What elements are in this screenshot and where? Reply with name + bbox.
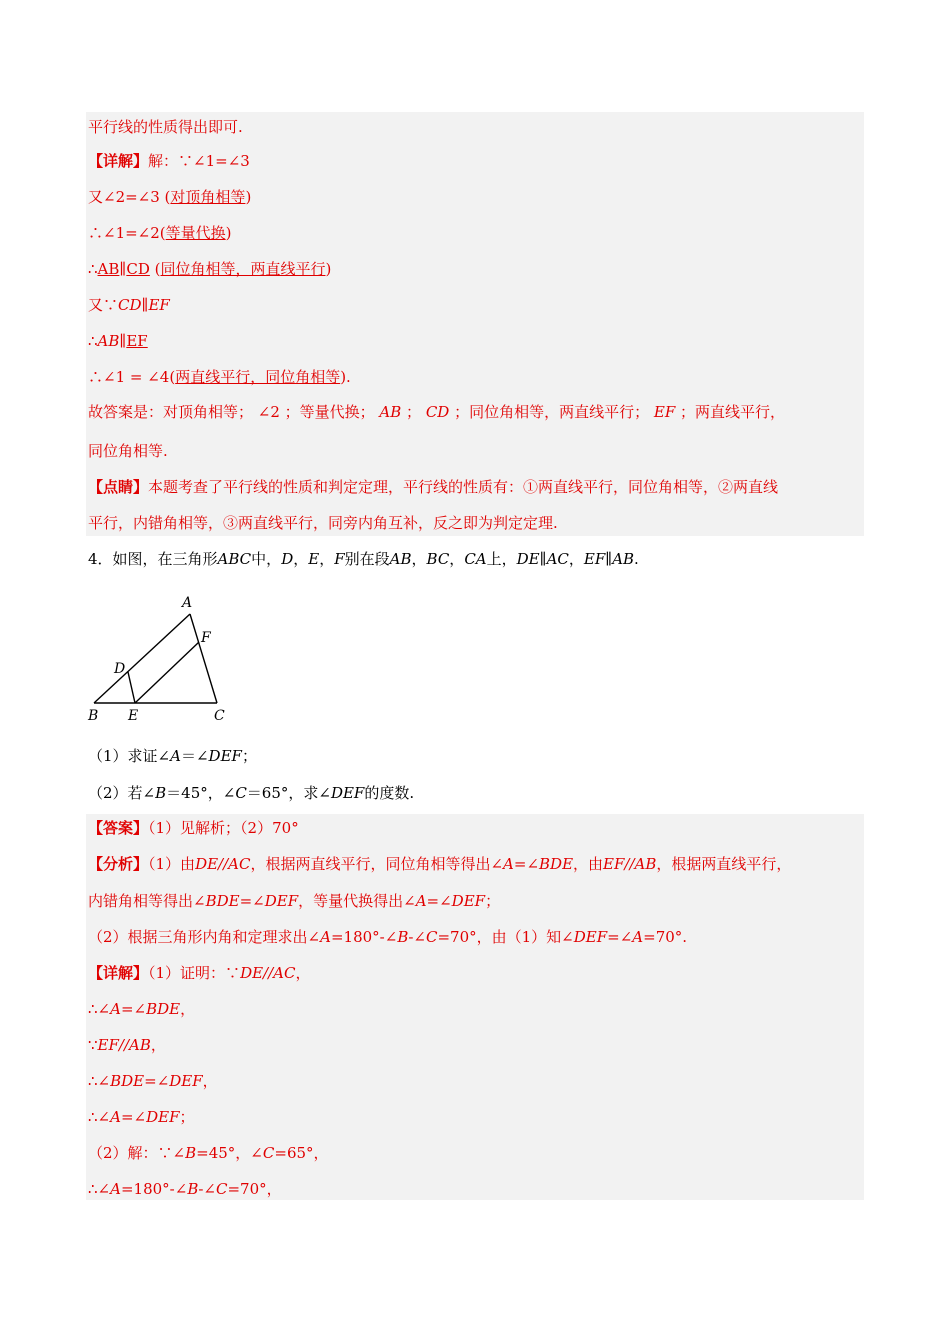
text-run: B bbox=[185, 1144, 197, 1162]
text-run: A bbox=[320, 928, 331, 946]
text-run: 本题考查了平行线的性质和判定定理，平行线的性质有：①两直线平行，同位角相等，②两直线 bbox=[148, 478, 779, 496]
text-run: ). bbox=[340, 368, 351, 386]
label-a: A bbox=[182, 595, 193, 611]
block1-line bbox=[88, 151, 250, 171]
text-run: A bbox=[110, 1000, 121, 1018]
text-run: ； bbox=[179, 1108, 195, 1126]
text-run: 中， bbox=[251, 550, 282, 568]
text-run: （1）见解析；（2）70° bbox=[148, 819, 299, 837]
text-run: ， bbox=[180, 1000, 196, 1018]
text-run: ∴∠ bbox=[88, 1180, 111, 1198]
text-run: A bbox=[110, 1108, 121, 1126]
text-run: =∠ bbox=[513, 855, 540, 873]
text-run: AB bbox=[97, 260, 120, 278]
text-run: DEF bbox=[573, 928, 608, 946]
text-run: C bbox=[215, 1180, 228, 1198]
text-run: DEF bbox=[264, 892, 299, 910]
block2-line bbox=[88, 999, 195, 1019]
text-run: F bbox=[334, 550, 345, 568]
text-run: 解：∵∠1=∠3 bbox=[148, 152, 250, 170]
text-run: AC bbox=[546, 550, 569, 568]
text-run: =∠ bbox=[120, 1108, 147, 1126]
text-run: C bbox=[235, 784, 247, 802]
text-run: ∵ bbox=[88, 1036, 98, 1054]
text-run: ；两直线平行， bbox=[675, 403, 786, 421]
block1-line bbox=[88, 477, 778, 497]
text-run: CA bbox=[464, 550, 487, 568]
text-run: 故答案是：对顶角相等； ∠2 ；等量代换； bbox=[88, 403, 380, 421]
label-f: F bbox=[201, 630, 211, 646]
block1-line bbox=[88, 331, 148, 351]
text-run: 【点睛】 bbox=[88, 478, 149, 496]
text-run: C bbox=[262, 1144, 275, 1162]
text-run: 两直线平行，同位角相等 bbox=[175, 368, 341, 386]
text-run: A bbox=[110, 1180, 121, 1198]
text-run: =∠ bbox=[120, 1000, 147, 1018]
text-run: EF bbox=[126, 332, 148, 350]
segment-ab bbox=[94, 614, 190, 703]
block2-line bbox=[88, 818, 299, 838]
text-run: CD bbox=[126, 260, 150, 278]
text-run: =∠ bbox=[239, 892, 265, 910]
block1-line bbox=[88, 223, 232, 243]
text-run: ∴∠1 = ∠4( bbox=[88, 368, 176, 386]
text-run: ∴ bbox=[88, 260, 98, 278]
text-run: ＝45°，∠ bbox=[166, 784, 236, 802]
block2-line bbox=[88, 891, 500, 911]
text-run: ∥ bbox=[119, 260, 127, 278]
text-run: ＝65°，求∠ bbox=[246, 784, 331, 802]
text-run: AB bbox=[97, 332, 120, 350]
block2-line bbox=[88, 1143, 329, 1163]
text-run: ； bbox=[401, 403, 426, 421]
text-run: B bbox=[187, 1180, 199, 1198]
text-run: D bbox=[281, 550, 294, 568]
text-run: A bbox=[632, 928, 644, 946]
text-run: DE bbox=[516, 550, 540, 568]
label-c: C bbox=[214, 708, 225, 724]
text-run: ，等量代换得出∠ bbox=[298, 892, 416, 910]
segment-de bbox=[128, 672, 135, 703]
text-run: ) bbox=[325, 260, 332, 278]
text-run: E bbox=[308, 550, 320, 568]
text-run: （2）若∠ bbox=[88, 784, 156, 802]
text-run: AB bbox=[389, 550, 412, 568]
text-run: A bbox=[415, 892, 427, 910]
label-d: D bbox=[114, 661, 126, 677]
text-run: =∠ bbox=[426, 892, 452, 910]
text-run: BDE bbox=[205, 892, 240, 910]
triangle-figure bbox=[86, 592, 246, 727]
text-run: =70°， bbox=[227, 1180, 282, 1198]
text-run: ， bbox=[319, 550, 335, 568]
question-line bbox=[88, 549, 639, 569]
text-run: 平行，内错角相等，③两直线平行，同旁内角互补，反之即为判定定理. bbox=[88, 514, 558, 532]
text-run: 又∵ bbox=[88, 296, 119, 314]
text-run: ， bbox=[449, 550, 465, 568]
segment-ca bbox=[190, 614, 217, 703]
text-run: DEF bbox=[146, 1108, 180, 1126]
text-run: DE//AC bbox=[195, 855, 251, 873]
text-run: EF//AB bbox=[603, 855, 657, 873]
text-run: EF//AB bbox=[97, 1036, 151, 1054]
text-run: A bbox=[503, 855, 514, 873]
text-run: =70°. bbox=[643, 928, 688, 946]
text-run: ， bbox=[568, 550, 584, 568]
label-e: E bbox=[128, 708, 139, 724]
text-run: 【分析】 bbox=[88, 855, 149, 873]
text-run: -∠ bbox=[198, 1180, 216, 1198]
block2-line bbox=[88, 963, 310, 983]
solution-block-1 bbox=[86, 112, 864, 536]
text-run: =70°，由（1）知∠ bbox=[437, 928, 574, 946]
text-run: BDE bbox=[539, 855, 574, 873]
text-run: （1）证明：∵ bbox=[148, 964, 241, 982]
text-run: ∴∠ bbox=[88, 1108, 111, 1126]
text-run: DEF bbox=[169, 1072, 203, 1090]
label-b: B bbox=[88, 708, 99, 724]
text-run: =∠ bbox=[144, 1072, 170, 1090]
text-run: A bbox=[170, 747, 181, 765]
text-run: ) bbox=[225, 224, 232, 242]
text-run: ；同位角相等，两直线平行； bbox=[449, 403, 654, 421]
block2-line bbox=[88, 854, 791, 874]
subquestions-line bbox=[88, 783, 414, 803]
segment-ef bbox=[135, 642, 199, 703]
text-run: 【详解】 bbox=[88, 152, 149, 170]
text-run: EF bbox=[583, 550, 606, 568]
text-run: 同位角相等. bbox=[88, 442, 168, 460]
text-run: -∠ bbox=[408, 928, 426, 946]
text-run: ， bbox=[295, 964, 311, 982]
text-run: BC bbox=[426, 550, 450, 568]
text-run: ， bbox=[150, 1036, 166, 1054]
text-run: （2）解：∵∠ bbox=[88, 1144, 186, 1162]
text-run: =65°， bbox=[274, 1144, 329, 1162]
block1-line bbox=[88, 513, 558, 533]
block1-line bbox=[88, 117, 243, 137]
text-run: 的度数. bbox=[364, 784, 415, 802]
text-run: AB bbox=[612, 550, 635, 568]
text-run: ，根据两直线平行， bbox=[656, 855, 792, 873]
text-run: ＝∠ bbox=[180, 747, 209, 765]
text-run: 内错角相等得出∠ bbox=[88, 892, 206, 910]
text-run: ，由 bbox=[573, 855, 604, 873]
block1-line bbox=[88, 187, 251, 207]
text-run: ( bbox=[149, 260, 161, 278]
text-run: =180°-∠ bbox=[120, 1180, 188, 1198]
text-run: CD bbox=[425, 403, 450, 421]
text-run: 【答案】 bbox=[88, 819, 149, 837]
text-run: 别在段 bbox=[344, 550, 390, 568]
text-run: （1）由 bbox=[148, 855, 196, 873]
text-run: BDE bbox=[146, 1000, 181, 1018]
text-run: ； bbox=[485, 892, 501, 910]
text-run: =180°-∠ bbox=[330, 928, 398, 946]
block2-line bbox=[88, 1107, 195, 1127]
text-run: （1）求证∠ bbox=[88, 747, 171, 765]
text-run: ∥ bbox=[119, 332, 127, 350]
text-run: DEF bbox=[330, 784, 365, 802]
block1-line bbox=[88, 402, 785, 422]
text-run: DE//AC bbox=[240, 964, 296, 982]
block1-line bbox=[88, 295, 170, 315]
text-run: =45°，∠ bbox=[196, 1144, 263, 1162]
subquestions-line bbox=[88, 746, 257, 766]
block1-line bbox=[88, 441, 168, 461]
text-run: CD∥EF bbox=[118, 296, 170, 314]
text-run: BDE bbox=[110, 1072, 145, 1090]
text-run: ， bbox=[411, 550, 427, 568]
text-run: ； bbox=[241, 747, 257, 765]
text-run: （2）根据三角形内角和定理求出∠ bbox=[88, 928, 321, 946]
block1-line bbox=[88, 259, 331, 279]
text-run: 对顶角相等 bbox=[170, 188, 246, 206]
text-run: DEF bbox=[208, 747, 242, 765]
text-run: ∥ bbox=[539, 550, 547, 568]
text-run: ) bbox=[245, 188, 252, 206]
text-run: ， bbox=[293, 550, 309, 568]
text-run: ∴∠1=∠2( bbox=[88, 224, 166, 242]
text-run: ∥ bbox=[605, 550, 613, 568]
block2-line bbox=[88, 1071, 218, 1091]
text-run: ∴ bbox=[88, 332, 98, 350]
text-run: B bbox=[397, 928, 409, 946]
text-run: . bbox=[634, 550, 639, 568]
text-run: 4．如图，在三角形 bbox=[88, 550, 218, 568]
text-run: 等量代换 bbox=[165, 224, 226, 242]
text-run: 又∠2=∠3 ( bbox=[88, 188, 171, 206]
text-run: AB bbox=[379, 403, 402, 421]
text-run: 【详解】 bbox=[88, 964, 149, 982]
text-run: ∴∠ bbox=[88, 1000, 111, 1018]
text-run: DEF bbox=[451, 892, 486, 910]
text-run: EF bbox=[653, 403, 676, 421]
text-run: 上， bbox=[486, 550, 517, 568]
text-run: 同位角相等，两直线平行 bbox=[160, 260, 326, 278]
text-run: ∴∠ bbox=[88, 1072, 111, 1090]
block2-line bbox=[88, 927, 687, 947]
block1-line bbox=[88, 367, 351, 387]
text-run: C bbox=[425, 928, 438, 946]
text-run: ， bbox=[202, 1072, 218, 1090]
block2-line bbox=[88, 1179, 282, 1199]
block2-line bbox=[88, 1035, 166, 1055]
text-run: 平行线的性质得出即可. bbox=[88, 118, 243, 136]
text-run: ，根据两直线平行，同位角相等得出∠ bbox=[250, 855, 504, 873]
text-run: =∠ bbox=[607, 928, 633, 946]
text-run: ABC bbox=[217, 550, 252, 568]
text-run: B bbox=[155, 784, 167, 802]
